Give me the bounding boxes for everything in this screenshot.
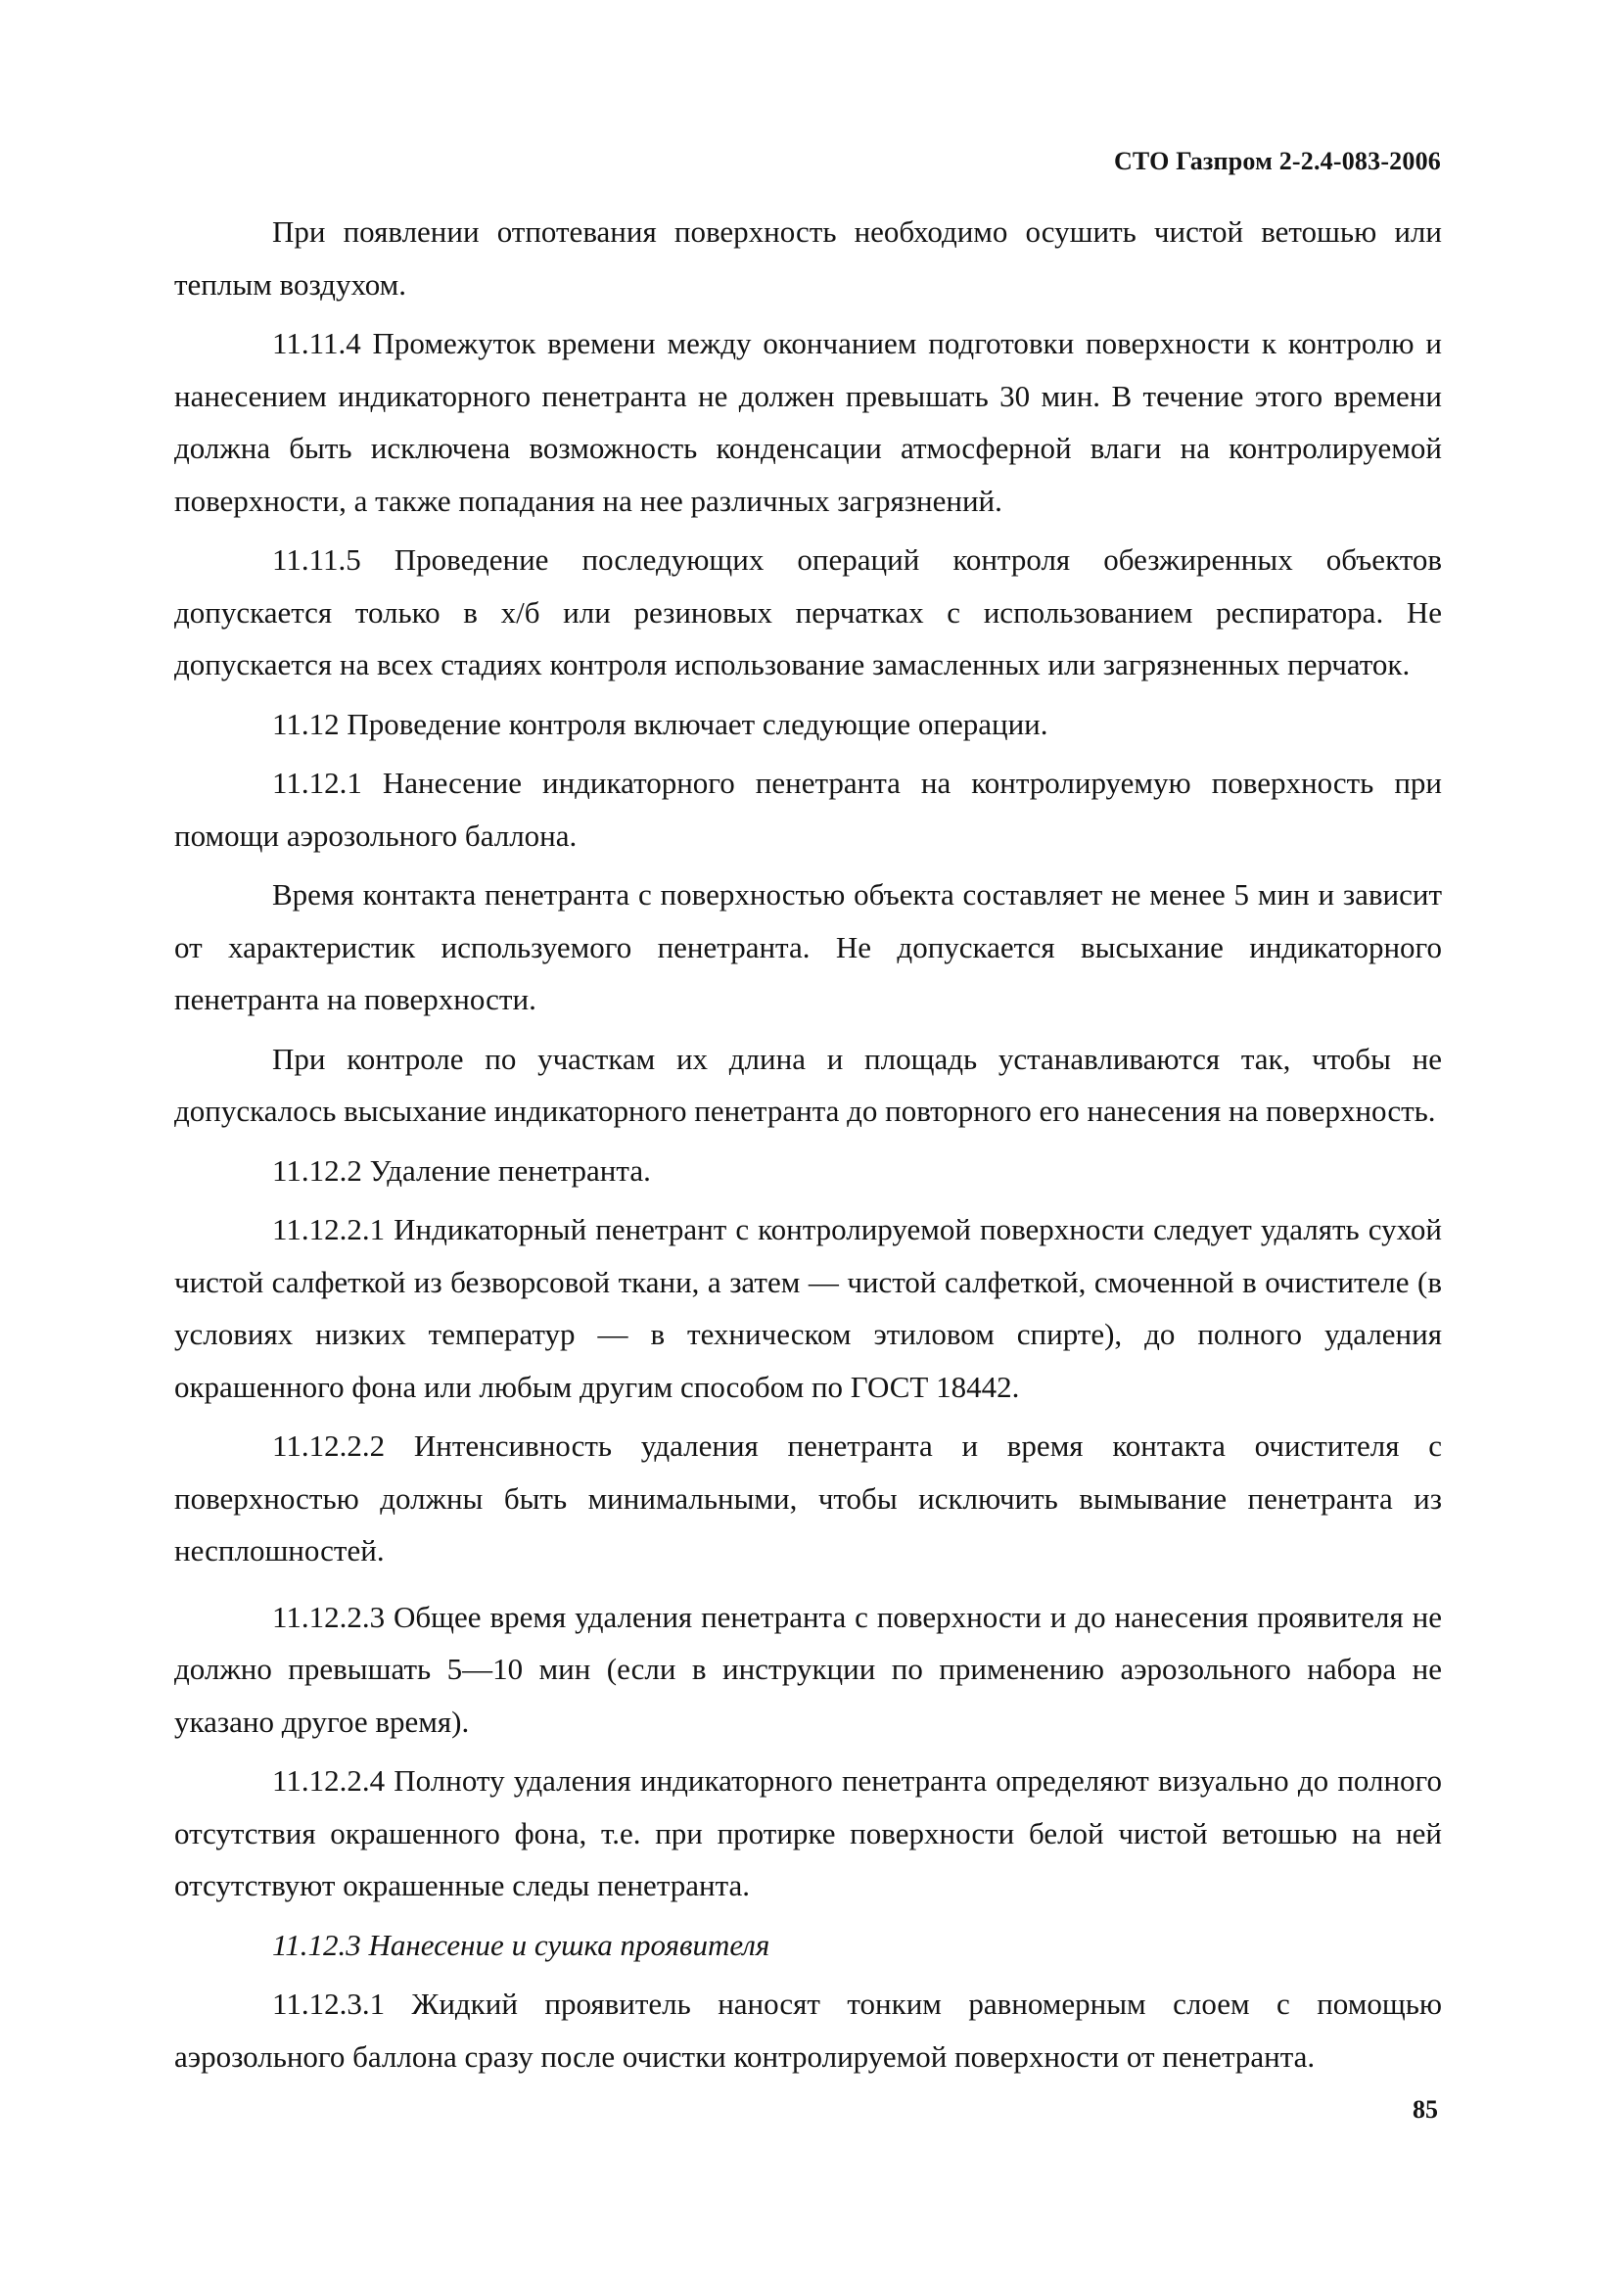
document-code: СТО Газпром 2-2.4-083-2006: [1113, 147, 1441, 175]
paragraph-contact-time: Время контакта пенетранта с поверхностью объекта составляет не менее 5 мин и зависит от характеристик используемого пенетранта. Не допускается высыхание индикаторного пенетранта на поверхности.: [174, 877, 1442, 1016]
page-number: 85: [1413, 2095, 1438, 2124]
paragraph-surface-drying: При появлении отпотевания поверхность необходимо осушить чистой ветошью или теплым воздухом.: [174, 214, 1442, 302]
paragraph-11-11-5: 11.11.5 Проведение последующих операций контроля обезжиренных объектов допускается только в х/б или резиновых перчатках с использованием респиратора. Не допускается на всех стадиях контроля использование замасленных или загрязненных перчаток.: [174, 542, 1442, 681]
paragraph-11-12: 11.12 Проведение контроля включает следующие операции.: [272, 706, 1048, 741]
paragraph-11-12-2-4: 11.12.2.4 Полноту удаления индикаторного пенетранта определяют визуально до полного отсутствия окрашенного фона, т.е. при протирке поверхности белой чистой ветошью на ней отсутствуют окрашенные следы пенетранта.: [174, 1763, 1442, 1902]
paragraph-11-12-2: 11.12.2 Удаление пенетранта.: [272, 1152, 651, 1188]
paragraph-11-12-2-3: 11.12.2.3 Общее время удаления пенетранта с поверхности и до нанесения проявителя не должно превышать 5—10 мин (если в инструкции по применению аэрозольного набора не указано другое время).: [174, 1599, 1442, 1739]
section-heading-11-12-3: 11.12.3 Нанесение и сушка проявителя: [272, 1927, 770, 1962]
paragraph-11-12-2-2: 11.12.2.2 Интенсивность удаления пенетранта и время контакта очистителя с поверхностью должны быть минимальными, чтобы исключить вымывание пенетранта из несплошностей.: [174, 1428, 1442, 1568]
paragraph-11-12-1: 11.12.1 Нанесение индикаторного пенетранта на контролируемую поверхность при помощи аэрозольного баллона.: [174, 766, 1442, 853]
paragraph-11-11-4: 11.11.4 Промежуток времени между окончанием подготовки поверхности к контролю и нанесением индикаторного пенетранта не должен превышать 30 мин. В течение этого времени должна быть исключена возможность конденсации атмосферной влаги на контролируемой поверхности, а также попадания на нее различных загрязнений.: [174, 326, 1442, 518]
paragraph-11-12-3-1: 11.12.3.1 Жидкий проявитель наносят тонким равномерным слоем с помощью аэрозольного баллона сразу после очистки контролируемой поверхности от пенетранта.: [174, 1987, 1442, 2074]
paragraph-area-control: При контроле по участкам их длина и площадь устанавливаются так, чтобы не допускалось высыхание индикаторного пенетранта до повторного его нанесения на поверхность.: [174, 1041, 1442, 1128]
paragraph-11-12-2-1: 11.12.2.1 Индикаторный пенетрант с контролируемой поверхности следует удалять сухой чистой салфеткой из безворсовой ткани, а затем — чистой салфеткой, смоченной в очистителе (в условиях низких температур — в техническом этиловом спирте), до полного удаления окрашенного фона или любым другим способом по ГОСТ 18442.: [174, 1212, 1442, 1404]
document-body: [174, 206, 1442, 2089]
